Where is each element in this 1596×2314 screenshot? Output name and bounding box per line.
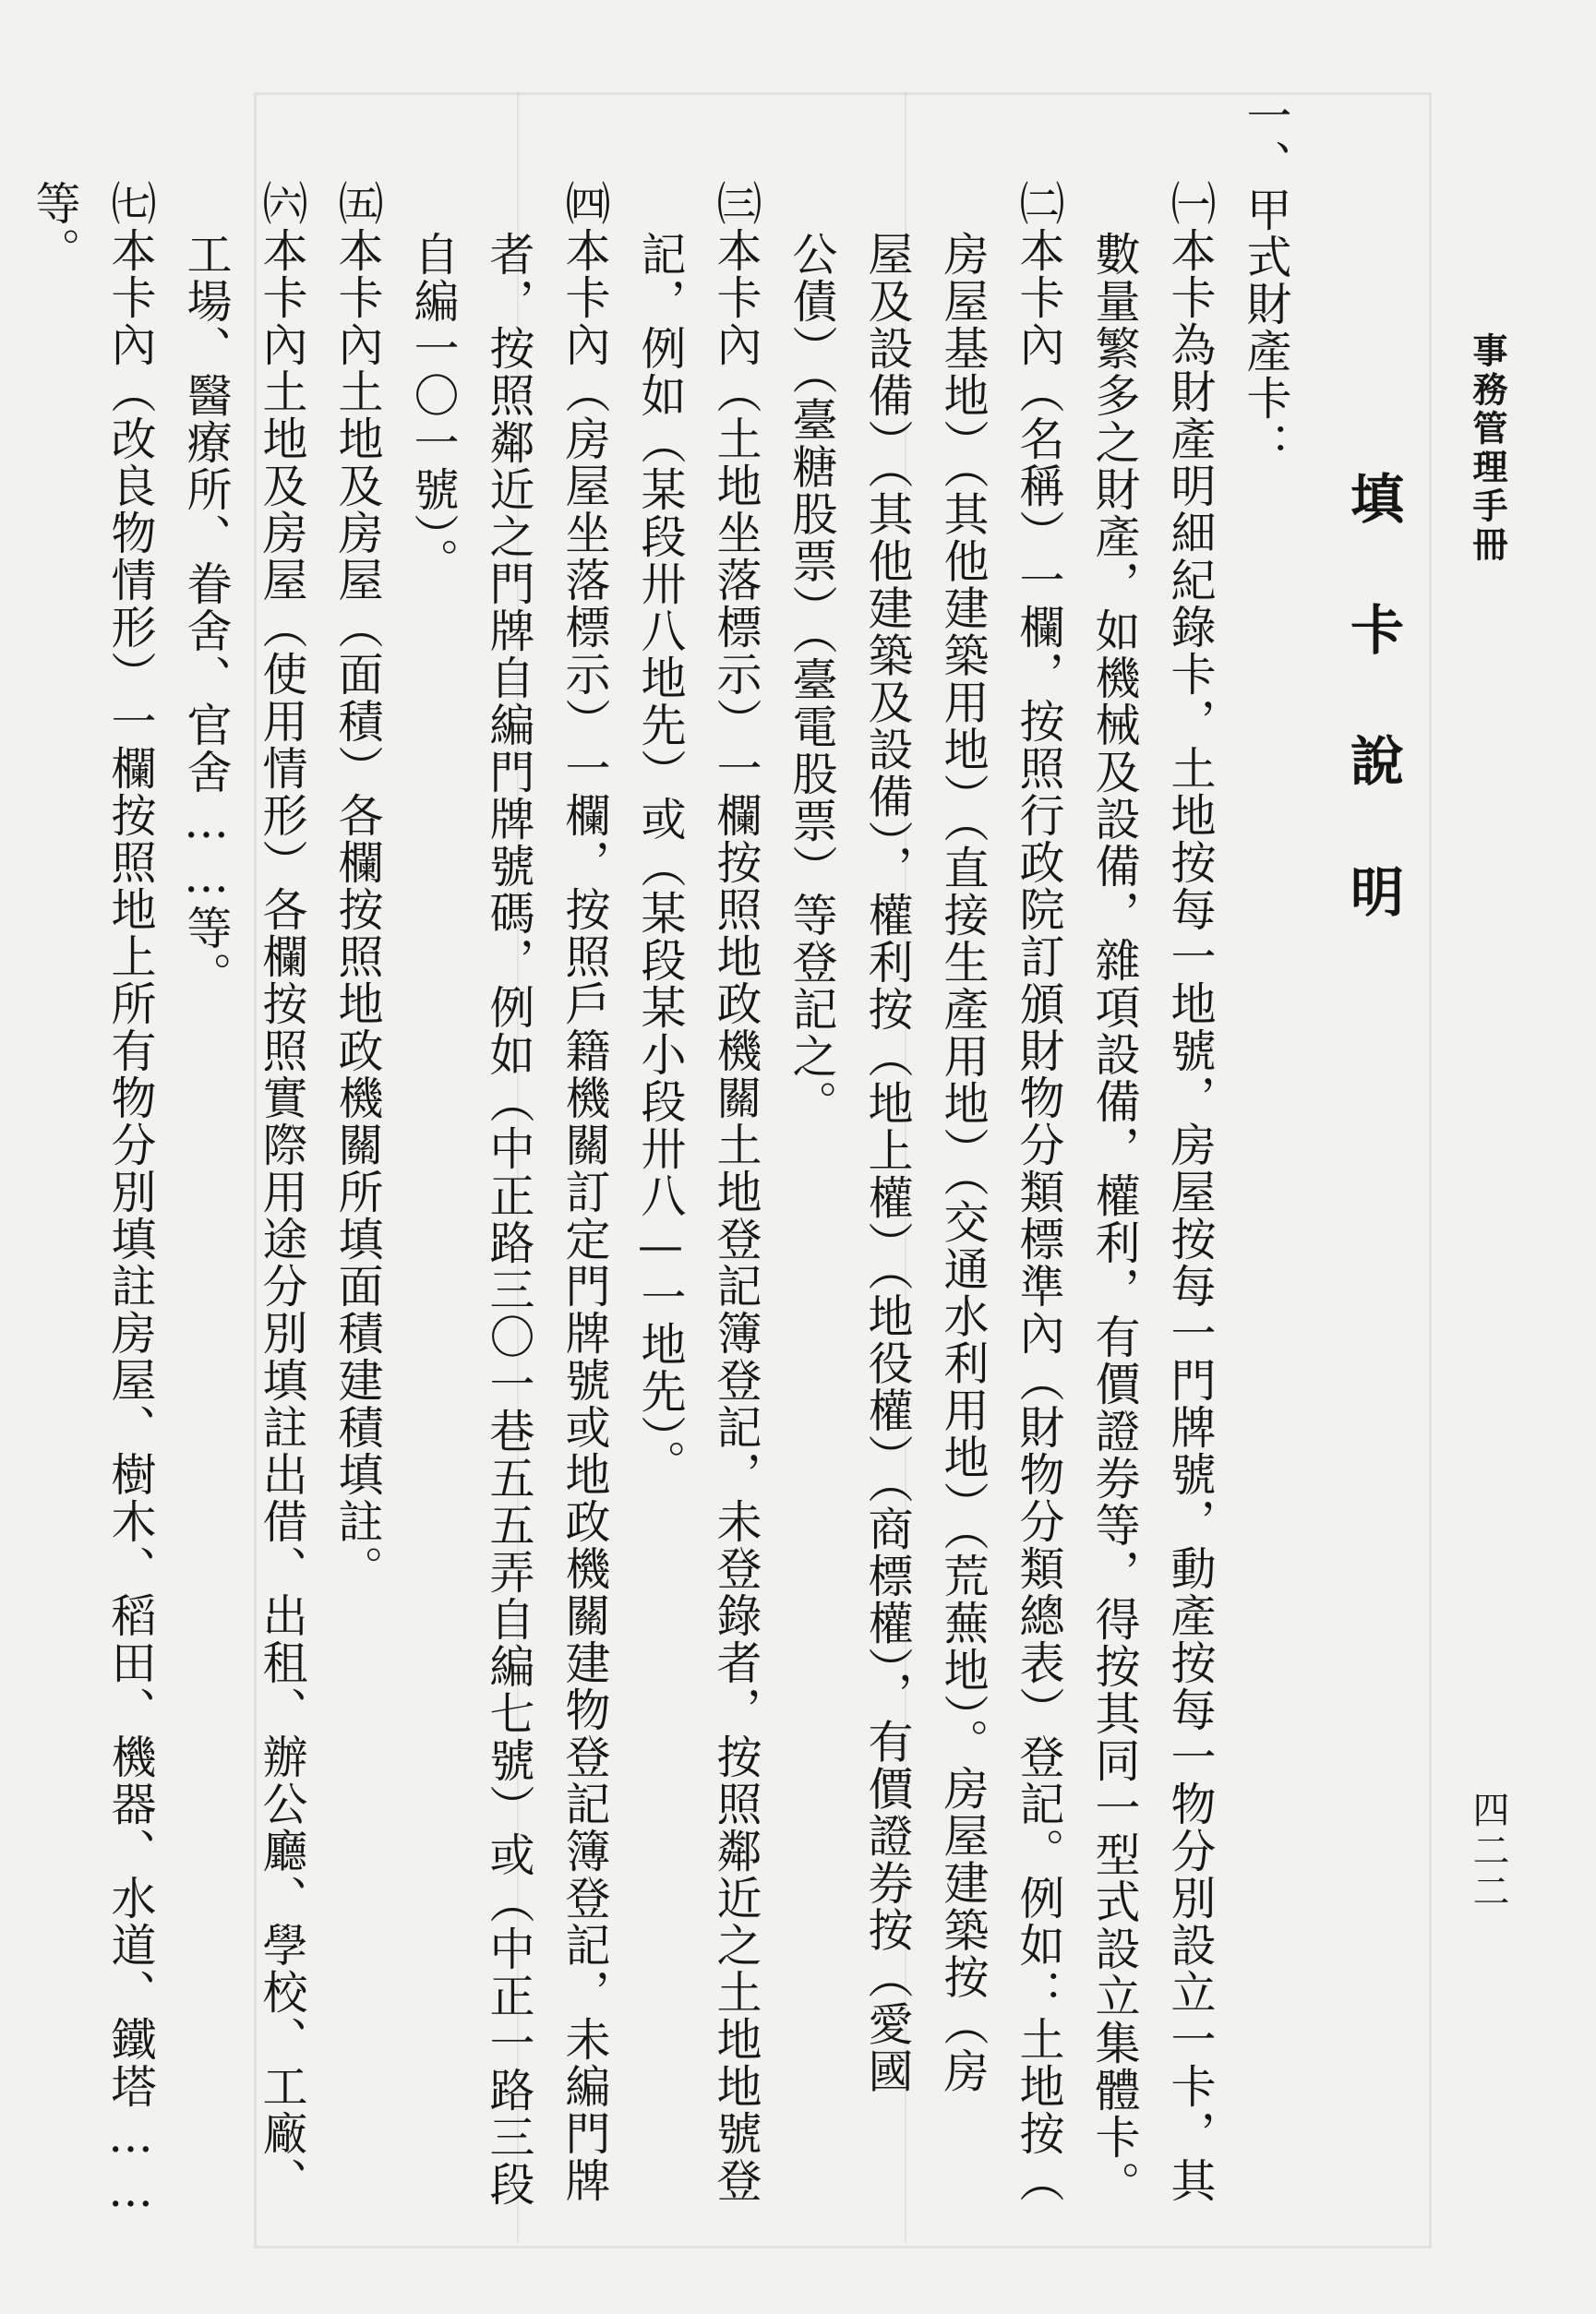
text-column: ㈥本卡內土地及房屋（使用情形）各欄按照實際用途分別填註出借、出租、辦公廳、學校、工廠、 — [256, 180, 308, 2204]
text-column: 記，例如（某段卅八地先）或（某段某小段卅八—一地先）。 — [634, 231, 687, 1487]
text-column: 自編一〇一號）。 — [407, 231, 460, 585]
text-column: ㈣本卡內（房屋坐落標示）一欄，按照戶籍機關訂定門牌號或地政機關建物登記簿登記，未編門牌 — [558, 180, 611, 2204]
text-column: ㈢本卡內（土地坐落標示）一欄按照地政機關土地登記簿登記，未登錄者，按照鄰近之土地地號登 — [710, 180, 762, 2204]
page-title: 填卡說明 — [1341, 471, 1404, 995]
text-column: ㈠本卡為財產明細紀錄卡，土地按每一地號，房屋按每一門牌號，動產按每一物分別設立一卡，其 — [1164, 180, 1217, 2204]
text-column: 等。 — [29, 180, 81, 274]
text-column: 公債）（臺糖股票）（臺電股票）等登記之。 — [786, 231, 838, 1127]
page-number: 四二二 — [1467, 1791, 1509, 1912]
text-column: ㈦本卡內（改良物情形）一欄按照地上所有物分別填註房屋、樹木、稻田、機器、水道、鐵塔…… — [104, 180, 157, 2219]
text-column: 工場、醫療所、眷舍、官舍……等。 — [180, 231, 233, 999]
text-column: 一、甲式財產卡： — [1240, 92, 1292, 469]
text-column: 房屋基地）（其他建築用地）（直接生產用地）（交通水利用地）（荒蕪地）。房屋建築按（房 — [937, 231, 990, 2095]
book-title-header: 事務管理手冊 — [1467, 332, 1508, 565]
text-column: 屋及設備）（其他建築及設備），權利按（地上權）（地役權）（商標權），有價證券按（愛國 — [861, 231, 914, 2095]
text-column: 數量繁多之財產，如機械及設備，雜項設備，權利，有價證券等，得按其同一型式設立集體卡。 — [1088, 231, 1141, 2208]
text-column: ㈡本卡內（名稱）一欄，按照行政院訂頒財物分類標準內（財物分類總表）登記。例如：土地按（ — [1013, 180, 1065, 2204]
text-column: ㈤本卡內土地及房屋（面積）各欄按照地政機關所填面積建積填註。 — [331, 180, 384, 1592]
text-column: 者，按照鄰近之門牌自編門牌號碼，例如（中正路三〇一巷五五弄自編七號）或（中正一路三段 — [483, 231, 535, 2208]
